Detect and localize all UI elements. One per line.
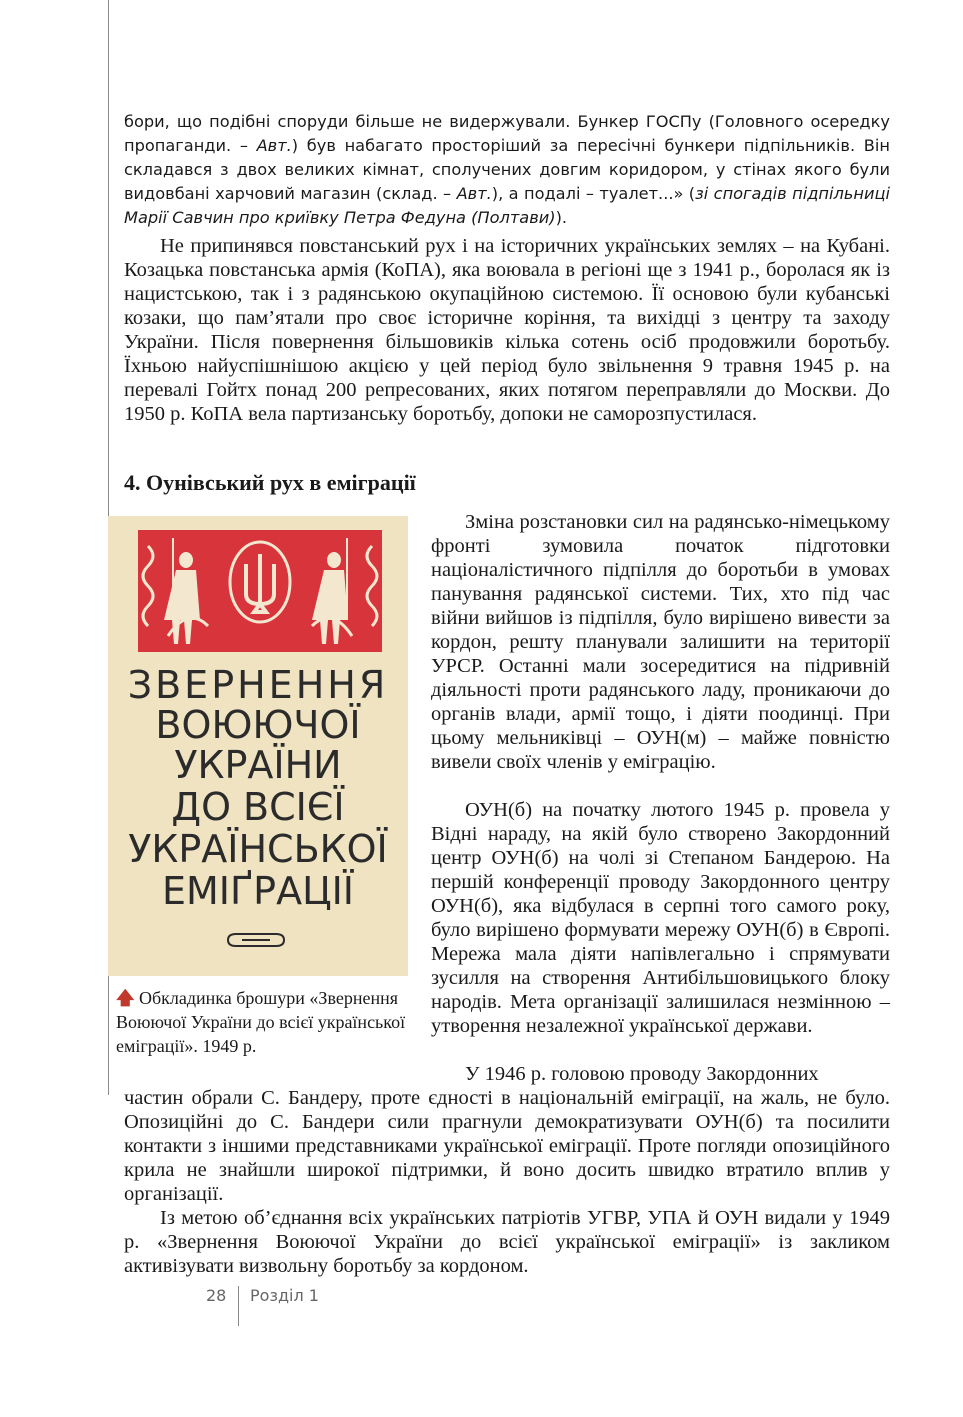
footer-divider bbox=[238, 1286, 239, 1326]
brochure-cover-image bbox=[108, 516, 408, 976]
page-footer bbox=[206, 1286, 319, 1305]
trident-emblem bbox=[230, 542, 290, 622]
cover-title-line-4: ДО ВСІЄЇ bbox=[171, 785, 345, 829]
page-number: 28 bbox=[206, 1286, 227, 1305]
cover-title-line-3: УКРАЇНИ bbox=[174, 743, 342, 787]
emigration-paragraph-3-cont: частин обрали С. Бандеру, проте єдності в національній еміграції, на жаль, не було. Опозиційні до С. Бандери сили прагнули демократизувати ОУН(б) та посилити контакти з іншими представниками української еміграції. Проте погляди опозиційного крила не знайшли широкої підтримки, й воно досить швидко втратило вплив у організації. bbox=[124, 1087, 890, 1205]
section-label: Розділ 1 bbox=[250, 1286, 319, 1305]
appeal-paragraph: Із метою об’єднання всіх українських патріотів УГВР, УПА й ОУН видали у 1949 р. «Звернення Воюючої України до всієї української еміграції» із закликом активізувати визвольну боротьбу за кордоном. bbox=[124, 1207, 890, 1277]
section-heading: 4. Оунівський рух в еміграції bbox=[124, 470, 416, 495]
arrow-up-icon: 🡅 bbox=[116, 988, 135, 1008]
emigration-paragraph-3-start: У 1946 р. головою проводу Закордонних bbox=[465, 1063, 819, 1085]
emigration-paragraph-1: Зміна розстановки сил на радянсько-німецькому фронті зумовила початок підготовки націоналістичного підпілля до боротьби в умовах панування радянської системи. Тих, хто під час війни вийшов із підпілля, було вирішено вивести за кордон, решту планували залишити на території УРСР. Останні мали зосередитися на підривній діяльності проти радянського ладу, проникаючи до органів влади, армії тощо, і діяти поодинці. При цьому мельниківці – ОУН(м) – майже повністю вивели своїх членів у еміграцію. bbox=[431, 511, 890, 773]
cover-title-line-1: ЗВЕРНЕННЯ bbox=[127, 663, 389, 707]
cover-title-line-2: ВОЮЮЧОЇ bbox=[155, 703, 361, 747]
figure-caption: 🡅 Обкладинка брошури «Звернення Воюючої України до всієї української еміграції». 1949 р. bbox=[116, 988, 406, 1056]
kuban-paragraph: Не припинявся повстанський рух і на історичних українських землях – на Кубані. Козацька повстанська армія (КоПА), яка воювала в регіоні ще з 1941 р., боролася як із нацистською, так і з радянською окупаційною системою. Її основою були кубанські козаки, що пам’ятали про своє історичне коріння, та вихідці з центру та заходу України. Після повернення більшовиків кілька сотень осіб продовжили боротьбу. Їхньою найуспішнішою акцією у цей період було звільнення 9 травня 1945 р. на перевалі Гойтх понад 200 репресованих, яких потягом переправляли до Москви. До 1950 р. КоПА вела партизанську боротьбу, допоки не саморозпустилася. bbox=[124, 235, 890, 425]
memoir-quote: бори, що подібні споруди більше не видержували. Бункер ГОСПу (Головного осередку пропаганди. – Авт.) був набагато просторіший за пересічні бункери підпільників. Він складався з двох великих кімнат, сполучених довгим коридором, у стінах якого були видовбані харчовий магазин (склад. – Авт.), а подалі – туалет...» (зі спогадів підпільниці Марії Савчин про криївку Петра Федуна (Полтави)). bbox=[124, 112, 890, 227]
emigration-paragraph-2: ОУН(б) на початку лютого 1945 р. провела у Відні нараду, на якій було створено Закордонний центр ОУН(б) на чолі зі Степаном Бандерою. На першій конференції проводу Закордонного центру ОУН(б), яка відбулася в серпні того самого року, було вирішено формувати мережу ОУН(б) в Європі. Мережа мала діяти напівлегально і спрямувати зусилля на створення Антибільшовицького блоку народів. Мета організації залишилася незмінною – утворення незалежної української держави. bbox=[431, 799, 890, 1037]
cover-title-line-5: УКРАЇНСЬКОЇ bbox=[128, 827, 388, 871]
cover-title-line-6: ЕМІҐРАЦІЇ bbox=[161, 869, 355, 913]
